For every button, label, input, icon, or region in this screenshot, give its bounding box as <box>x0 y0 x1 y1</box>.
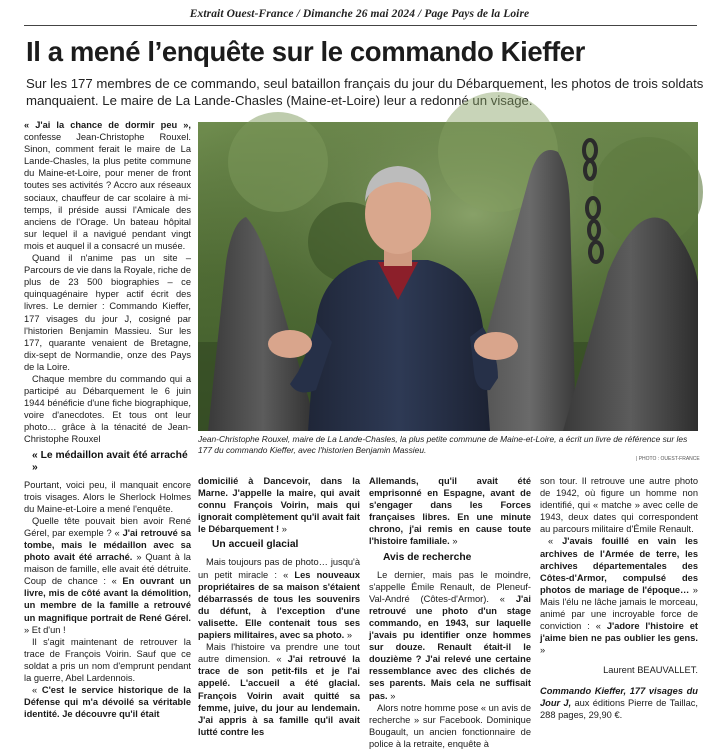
quote: J'adore l'histoire et j'aime bien ne pas oublier les gens. <box>540 621 698 644</box>
paragraph: Il s'agit maintenant de retrouver la trace de François Voirin. Sauf que ce soldat a pris un nom d'emprunt pendant la guerre, Abel Lardennois. <box>24 636 191 684</box>
subheading: « Le médaillon avait été arraché » <box>32 449 188 473</box>
paragraph: Quand il n'anime pas un site – Parcours de vie dans la Royale, riche de plus de 23 500 biographies – ce quinquagénaire hyper actif écrit des livres. Le dernier : Commando Kieffer, 177 visages du jour J, cosigné par l'historien Benjamin Massieu. Sur les 177, quarante venaient de Bretagne, dix-sept de Normandie, onze des Pays de la Loire. <box>24 253 191 372</box>
text: confesse Jean-Christophe Rouxel. Sinon, comment ferait le maire de La Lande-Chasles, la plus petite commune du Maine-et-Loire, pour mener de front toutes ses activités ? Accro aux réseaux sociaux, chauffeur de car scolaire à mi-temps, il préside aussi l'Amicale des anciens de l'Orage. Un bateau hôpital sur lequel il a navigué pendant vingt mois et auquel il a consacré un musée. <box>24 132 191 251</box>
text: » <box>344 630 352 641</box>
text: Quelle tête pouvait bien avoir René Gérel, par exemple ? « <box>24 515 191 538</box>
column-4 <box>540 475 698 721</box>
author-signature: Laurent BEAUVALLET. <box>603 665 698 676</box>
quote: En ouvrant un livre, mis de côté avant la démolition, un membre de la famille a retrouvé un magnifique portrait de René Gérel. <box>24 576 191 623</box>
column-2 <box>198 475 360 738</box>
quote: J'ai retrouvé sa tombe, mais le médaillon avec sa photo avait été arraché. <box>24 527 192 563</box>
subheading: Avis de recherche <box>383 551 472 563</box>
photo-caption: Jean-Christophe Rouxel, maire de La Lande-Chasles, la plus petite commune de Maine-et-Loire, a écrit un livre de référence sur les 177 du commando Kieffer, avec l'historien Benjamin Massieu. <box>198 434 688 455</box>
text: « <box>548 536 563 547</box>
text: Le dernier, mais pas le moindre, s'appelle Émile Renault, de Pleneuf-Val-André (Côtes-d'Armor). « <box>369 569 531 604</box>
quote: J'avais fouillé en vain les archives de l'Armée de terre, les archives départementales des Côtes-d'Armor, compulsé des photos de mariage de l'époque… <box>540 536 698 595</box>
deck: Sur les 177 membres de ce commando, seul bataillon français du jour du Débarquement, les photos de trois soldats manquaient. Le maire de La Lande-Chasles (Maine-et-Loire) leur a redonné un visage. <box>26 76 704 108</box>
paragraph: Pourtant, voici peu, il manquait encore trois visages. Alors le Sherlock Holmes du Maine-et-Loire a mené l'enquête. <box>24 479 191 514</box>
subheading: Un accueil glacial <box>212 539 299 551</box>
lead-quote: « J'ai la chance de dormir peu », <box>24 120 191 130</box>
quote: domicilié à Dancevoir, dans la Marne. J'appelle la maire, qui avait connu François Voirin, mais qui ignorait complètement qu'il avait fait le Débarquement ! <box>198 476 360 535</box>
text: » Mais l'élu ne lâche jamais le morceau, animé par une incroyable force de conviction : « <box>540 584 698 632</box>
column-3 <box>369 475 531 750</box>
paragraph: Chaque membre du commando qui a participé au Débarquement le 6 juin 1944 bénéficie d'une fiche biographique, voire d'anecdotes. Et tous ont leur photo… grâce à la ténacité de Jean-Christophe Rouxel <box>24 373 191 445</box>
column-1 <box>24 119 191 720</box>
quote: J'ai retrouvé une photo d'un stage commando, en 1943, sur laquelle j'avais pu identifier onze hommes sur douze. Renault était-il le douzième ? J'ai relevé une certaine ressemblance avec des clichés de ses parents. Mais cela ne suffisait pas. <box>369 593 531 701</box>
text: » <box>279 524 287 535</box>
book-title: Commando Kieffer, 177 visages du Jour J, <box>540 685 698 708</box>
newspaper-header: Extrait Ouest-France / Dimanche 26 mai 2024 / Page Pays de la Loire <box>189 8 530 20</box>
quote: Les nouveaux propriétaires de sa maison s'étaient débarrassés de tous les souvenirs du défunt, à l'exception d'une valisette. Elle contenait tous ses papiers militaires, avec sa photo. <box>198 569 360 641</box>
quote: Allemands, qu'il avait été emprisonné en Espagne, avant de s'engager dans les Forces françaises libres. En une minute chrono, j'ai remis en cause toute l'histoire familiale. <box>369 476 531 547</box>
text: Mais l'histoire va prendre une tout autre dimension. « <box>198 642 360 665</box>
text: « <box>32 685 42 696</box>
text: » <box>540 645 546 656</box>
paragraph: Alors notre homme pose « un avis de recherche » sur Facebook. Dominique Bougault, un ancien fonctionnaire de police à la retraite, enquête à <box>369 702 531 749</box>
quote: C'est le service historique de la Défense qui m'a dévoilé sa véritable identité. Je découvre qu'il était <box>24 685 191 720</box>
headline: Il a mené l’enquête sur le commando Kieffer <box>26 36 585 67</box>
paragraph: son tour. Il retrouve une autre photo de 1942, où figure un homme non identifié, qui « matche » avec celle de 1943, deux dates qui correspondent au parcours militaire d'Émile Renault. <box>540 476 698 535</box>
text: » <box>449 536 458 547</box>
header-rule <box>24 25 697 26</box>
text: » <box>387 690 396 701</box>
article-photo <box>198 122 698 431</box>
quote: J'ai retrouvé la trace de son petit-fils et je l'ai appelé. L'accueil a été glacial. François Voirin avait quitté sa femme, juive, du jour au lendemain. J'ai appris à sa famille qu'il avait lutté contre les <box>198 654 360 737</box>
photo-illustration <box>198 122 698 431</box>
book-details: aux éditions Pierre de Taillac, 288 pages, 29,90 €. <box>540 697 699 720</box>
text: » Et d'un ! <box>24 624 66 635</box>
text: Mais toujours pas de photo… jusqu'à un petit miracle : « <box>198 557 360 580</box>
text: » Quant à la maison de famille, elle avait été détruite. Coup de chance : « <box>24 552 191 587</box>
photo-credit: | PHOTO : OUEST-FRANCE <box>636 456 700 462</box>
